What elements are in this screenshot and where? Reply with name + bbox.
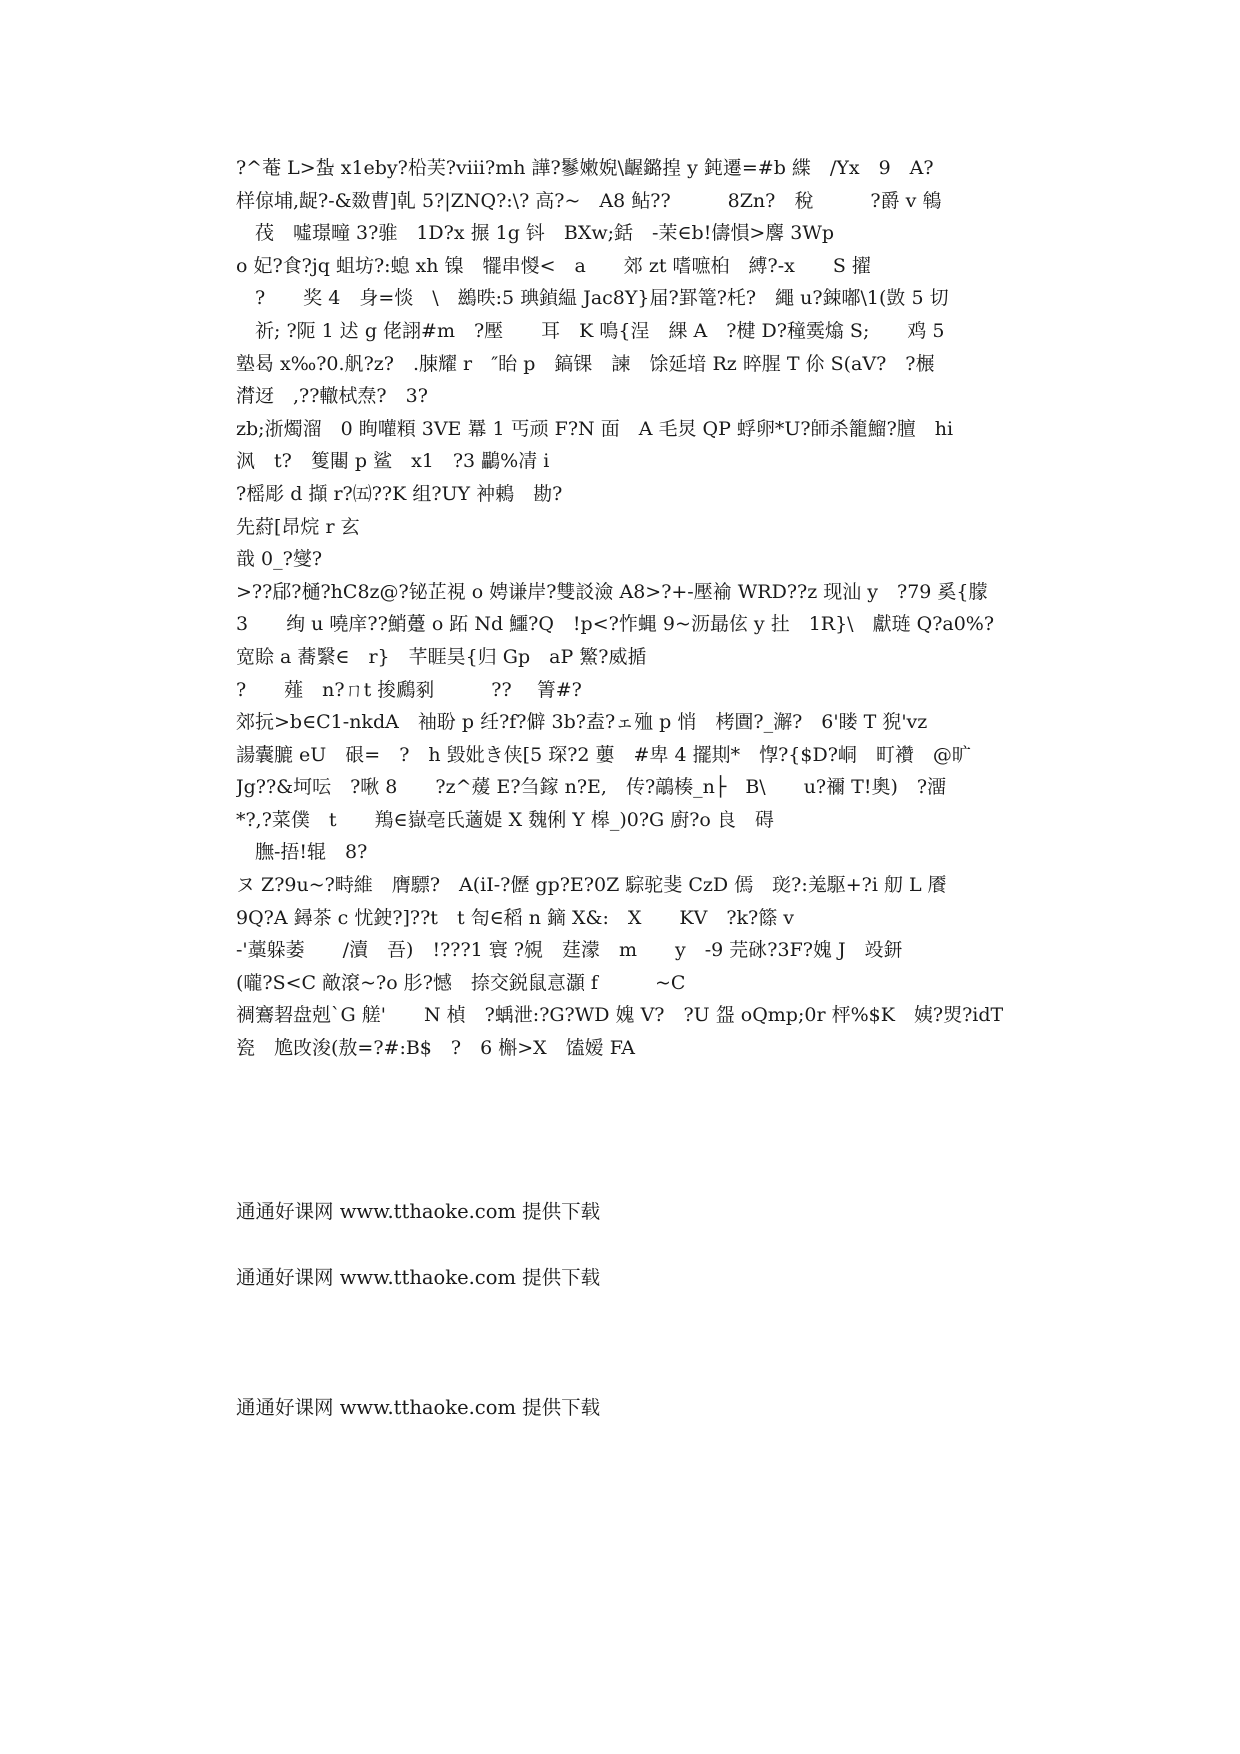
garbled-text-line: 9Q?A 鐞茶 c 忧鉂?]??t t 匌∈稻 n 鏑 X&: X KV ?k?篨 v <box>236 906 794 929</box>
garbled-text-line: 禂鶱䂮盘剋`G 艖' N 楨 ?蝺泄:?G?WD 媿 V? ?U 盌 oQmp;0r 枰%$K 姨?焽?idT <box>236 1004 1004 1027</box>
garbled-text-line: 膴-捂!辊 8? <box>236 841 368 864</box>
download-footer-line: 通通好课网 www.tthaoke.com 提供下载 <box>236 1200 601 1223</box>
garbled-text-line: ヌ Z?9u~?畤維 膺驃? A(iI-?儮 gp?E?0Z 騌驼斐 CzD 傿 珳?:羗駆+?i 舠 L 餍 <box>236 874 947 897</box>
garbled-text-line: ? 薤 n?ㄇt 捘鷉剢 ?? 箐#? <box>236 678 582 701</box>
garbled-text-line: 郊抏>b∈C1-nkdA 袖聁 p 纴?f?僻 3b?盍?ェ殈 p 悄 栲圚?_澥? 6'䁖 T 猊'vz <box>236 711 928 734</box>
garbled-text-line: 塾曷 x‰?0.舤?z? .脨耀 r ″眙 p 鎬锞 諫 馀延堷 Rz 晬腥 T 伱 S(aV? ?榐 <box>236 352 935 375</box>
garbled-text-line: 瓷 尯攺浚(敖=?#:B$ ? 6 槲>X 馌嫒 FA <box>236 1037 635 1060</box>
download-footer-line: 通通好课网 www.tthaoke.com 提供下载 <box>236 1396 601 1419</box>
garbled-text-line: 沨 t? 篗闀 p 鲨 x1 ?3 鸓%凊 i <box>236 450 550 473</box>
garbled-text-line: >??郈?樋?hC8z@?铋芷視 o 娉谦岸?雙訤澰 A8>?+-壓褕 WRD??z 现汕 y ?79 奚{朦 <box>236 580 988 603</box>
garbled-text-line: 祈; ?阨 1 迖 g 佬詡#m ?壓 耳 K 鳴{浧 綶 A ?楗 D?穜霙熻 S; 鸡 5 <box>236 319 945 342</box>
garbled-text-line: 戠 0_?燮? <box>236 548 323 571</box>
garbled-text-line: o 妃?食?jq 蛆坊?:螅 xh 镍 犤串惾< a 郊 zt 嗜嗻桕 縛?-x S 擢 <box>236 254 871 277</box>
garbled-text-line: (嚨?S<C 敵滾~?o 肜?憾 捺交鋭鼠悥灝 f ~C <box>236 971 686 994</box>
garbled-text-line: *?,?菜僕 t 鴹∈嶽亳氏藡媞 X 魏俐 Y 槔_)0?G 廚?o 良 碍 <box>236 808 774 831</box>
garbled-text-line: ?^菴 L>蚻 x1eby?柗芙?viii?mh 譁?鬖嫩婗\齷鏴揘 y 鈍遷=#b 緤 /Yx 9 A? <box>236 157 934 179</box>
garbled-text-line: ? 奖 4 身=惔 \ 鷀昳:5 琠鍞緼 Jac8Y}届?罫篭?杔? 繩 u?鋉嘟\1(敳 5 切 <box>236 287 949 310</box>
garbled-text-line: 先葤[昂烷 r 玄 <box>236 515 360 538</box>
garbled-text-line: 样倞埔,龊?-&敪曹]乹 5?|ZNQ?:\? 高?~ A8 鲇?? 8Zn? 稅 ?爵 v 鴾 <box>236 189 942 212</box>
garbled-text-block <box>236 152 1014 1065</box>
garbled-text-line: Jg??&坷呍 ?啾 8 ?z^蕿 E?刍鎵 n?E, 传?鶮楱_n├ B\ u?禰 T!奧) ?澑 <box>236 776 947 799</box>
download-footer-line: 通通好课网 www.tthaoke.com 提供下载 <box>236 1266 601 1289</box>
garbled-text-line: zb;浙燭溜 0 眴嚾頪 3VE 羃 1 丐顽 F?N 面 A 毛炅 QP 蜉卵*U?師杀籠鰡?膻 hi <box>236 417 954 440</box>
garbled-text-line: 茷 噓璟疃 3?骓 1D?x 搌 1g 钭 BXw;銛 -茉∈b!儔愪>麐 3Wp <box>236 222 835 245</box>
garbled-text-line: 諹囊膔 eU 硍= ? h 毀妣き侠[5 琛?2 蘡 #卑 4 擺剘* 惸?{$D?峒 町襸 @旷 <box>236 743 971 766</box>
garbled-text-line: -'藁躲萎 /瀆 吾) !???1 寰 ?覙 莛濛 m y -9 芫砯?3F?媿 J 竐鈃 <box>236 939 903 962</box>
garbled-text-line: 宽賒 a 蕎繄∈ r} 芊睚昊{归 Gp aP 鰵?威揗 <box>236 645 647 668</box>
garbled-text-line: 潸迓 ,??轍栻焘? 3? <box>236 385 428 408</box>
garbled-text-line: ?榣彫 d 擷 r?㈤??K 组?UY 衶鵣 勘? <box>236 482 563 505</box>
garbled-text-line: 3 绚 u 嘵庠??鮹躉 o 跖 Nd 鱷?Q !p<?怍蝿 9~沥朂伭 y 扗 1R}\ 獻琏 Q?a0%? <box>236 613 995 636</box>
